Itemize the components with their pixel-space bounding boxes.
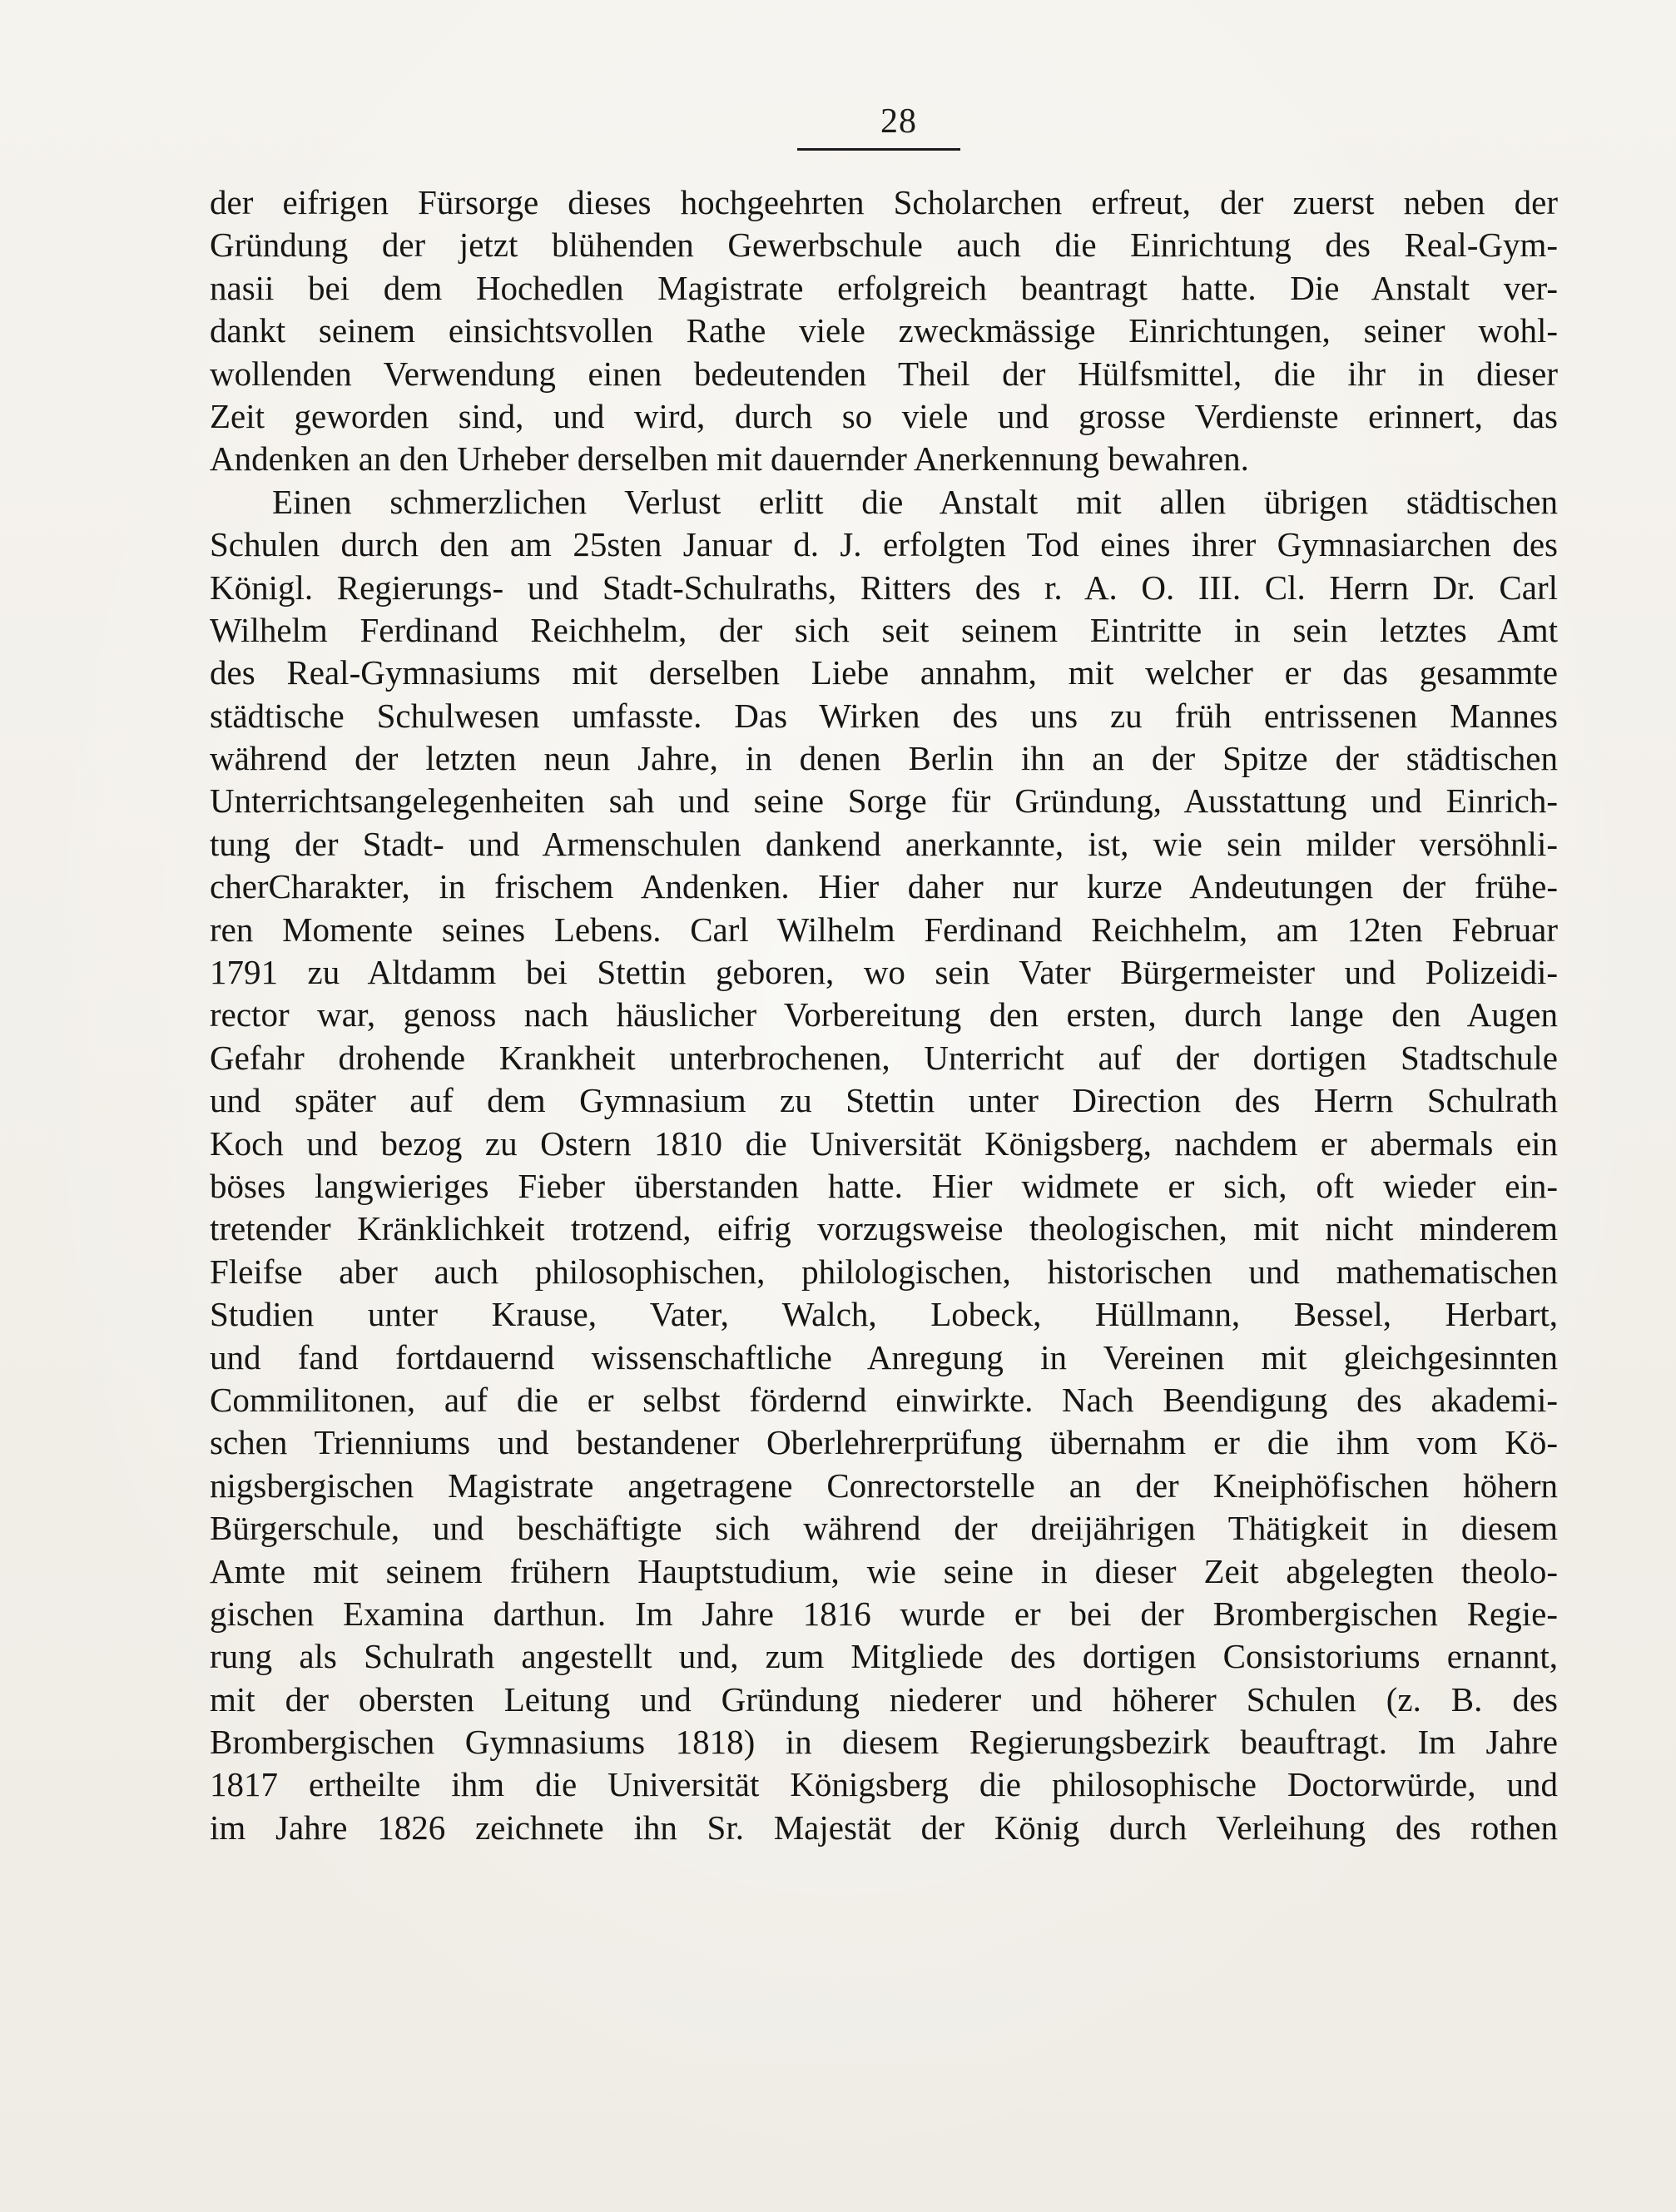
text-line: nasii bei dem Hochedlen Magistrate erfolgreich beantragt hatte. Die Anstalt ver- (210, 268, 1558, 307)
text-line: dankt seinem einsichtsvollen Rathe viele zweckmässige Einrichtungen, seiner wohl- (210, 311, 1558, 350)
text-line: schen Trienniums und bestandener Oberlehrerprüfung übernahm er die ihm vom Kö- (210, 1423, 1558, 1462)
text-line: Wilhelm Ferdinand Reichhelm, der sich seit seinem Eintritte in sein letztes Amt (210, 610, 1558, 649)
text-line: mit der obersten Leitung und Gründung niederer und höherer Schulen (z. B. des (210, 1679, 1558, 1719)
text-line: böses langwieriges Fieber überstanden hatte. Hier widmete er sich, oft wieder ein- (210, 1166, 1558, 1205)
text-line: nigsbergischen Magistrate angetragene Conrectorstelle an der Kneiphöfischen höhern (210, 1466, 1558, 1505)
text-line: während der letzten neun Jahre, in denen Berlin ihn an der Spitze der städtischen (210, 739, 1558, 778)
body-text (210, 181, 1558, 1849)
text-line: Andenken an den Urheber derselben mit dauernder Anerkennung bewahren. (210, 439, 1249, 479)
text-line: 1791 zu Altdamm bei Stettin geboren, wo sein Vater Bürgermeister und Polizeidi- (210, 953, 1558, 992)
text-line: Schulen durch den am 25sten Januar d. J. erfolgten Tod eines ihrer Gymnasiarchen des (210, 525, 1558, 564)
text-line: gischen Examina darthun. Im Jahre 1816 wurde er bei der Brombergischen Regie- (210, 1594, 1558, 1633)
text-line: Gründung der jetzt blühenden Gewerbschule auch die Einrichtung des Real-Gym- (210, 226, 1558, 265)
text-line: wollenden Verwendung einen bedeutenden Theil der Hülfsmittel, die ihr in dieser (210, 354, 1558, 393)
text-line: Brombergischen Gymnasiums 1818) in diesem Regierungsbezirk beauftragt. Im Jahre (210, 1723, 1558, 1762)
header-rule (797, 148, 960, 151)
text-line: Koch und bezog zu Ostern 1810 die Universität Königsberg, nachdem er abermals ein (210, 1123, 1558, 1163)
text-line: Königl. Regierungs- und Stadt-Schulraths, Ritters des r. A. O. III. Cl. Herrn Dr. Carl (210, 568, 1558, 607)
text-line: Commilitonen, auf die er selbst fördernd einwirkte. Nach Beendigung des akademi- (210, 1380, 1558, 1419)
text-line: im Jahre 1826 zeichnete ihn Sr. Majestät der König durch Verleihung des rothen (210, 1808, 1558, 1847)
text-line: und später auf dem Gymnasium zu Stettin unter Direction des Herrn Schulrath (210, 1081, 1558, 1120)
text-line: der eifrigen Fürsorge dieses hochgeehrten Scholarchen erfreut, der zuerst neben der (210, 183, 1558, 221)
text-line: Gefahr drohende Krankheit unterbrochenen, Unterricht auf der dortigen Stadtschule (210, 1038, 1558, 1077)
page-number: 28 (880, 102, 917, 141)
text-line: städtische Schulwesen umfasste. Das Wirken des uns zu früh entrissenen Mannes (210, 696, 1558, 735)
text-line: des Real-Gymnasiums mit derselben Liebe annahm, mit welcher er das gesammte (210, 653, 1558, 692)
text-line: rector war, genoss nach häuslicher Vorbereitung den ersten, durch lange den Augen (210, 995, 1558, 1034)
text-line: und fand fortdauernd wissenschaftliche Anregung in Vereinen mit gleichgesinnten (210, 1337, 1558, 1376)
text-line: Bürgerschule, und beschäftigte sich während der dreijährigen Thätigkeit in diesem (210, 1509, 1558, 1548)
text-line: Studien unter Krause, Vater, Walch, Lobeck, Hüllmann, Bessel, Herbart, (210, 1295, 1558, 1334)
text-line: tung der Stadt- und Armenschulen dankend anerkannte, ist, wie sein milder versöhnli- (210, 824, 1558, 863)
text-line: rung als Schulrath angestellt und, zum Mitgliede des dortigen Consistoriums ernannt, (210, 1637, 1558, 1676)
text-line: 1817 ertheilte ihm die Universität Königsberg die philosophische Doctorwürde, und (210, 1765, 1558, 1804)
text-line: cherCharakter, in frischem Andenken. Hier daher nur kurze Andeutungen der frühe- (210, 867, 1558, 906)
text-line: Fleifse aber auch philosophischen, philologischen, historischen und mathematischen (210, 1252, 1558, 1291)
text-line: Einen schmerzlichen Verlust erlitt die Anstalt mit allen übrigen städtischen (272, 482, 1558, 521)
text-line: ren Momente seines Lebens. Carl Wilhelm Ferdinand Reichhelm, am 12ten Februar (210, 910, 1558, 949)
text-line: Zeit geworden sind, und wird, durch so viele und grosse Verdienste erinnert, das (210, 396, 1558, 435)
text-line: tretender Kränklichkeit trotzend, eifrig vorzugsweise theologischen, mit nicht minderem (210, 1209, 1558, 1248)
text-line: Amte mit seinem frühern Hauptstudium, wie seine in dieser Zeit abgelegten theolo- (210, 1551, 1558, 1590)
text-line: Unterrichtsangelegenheiten sah und seine Sorge für Gründung, Ausstattung und Einrich- (210, 781, 1558, 821)
